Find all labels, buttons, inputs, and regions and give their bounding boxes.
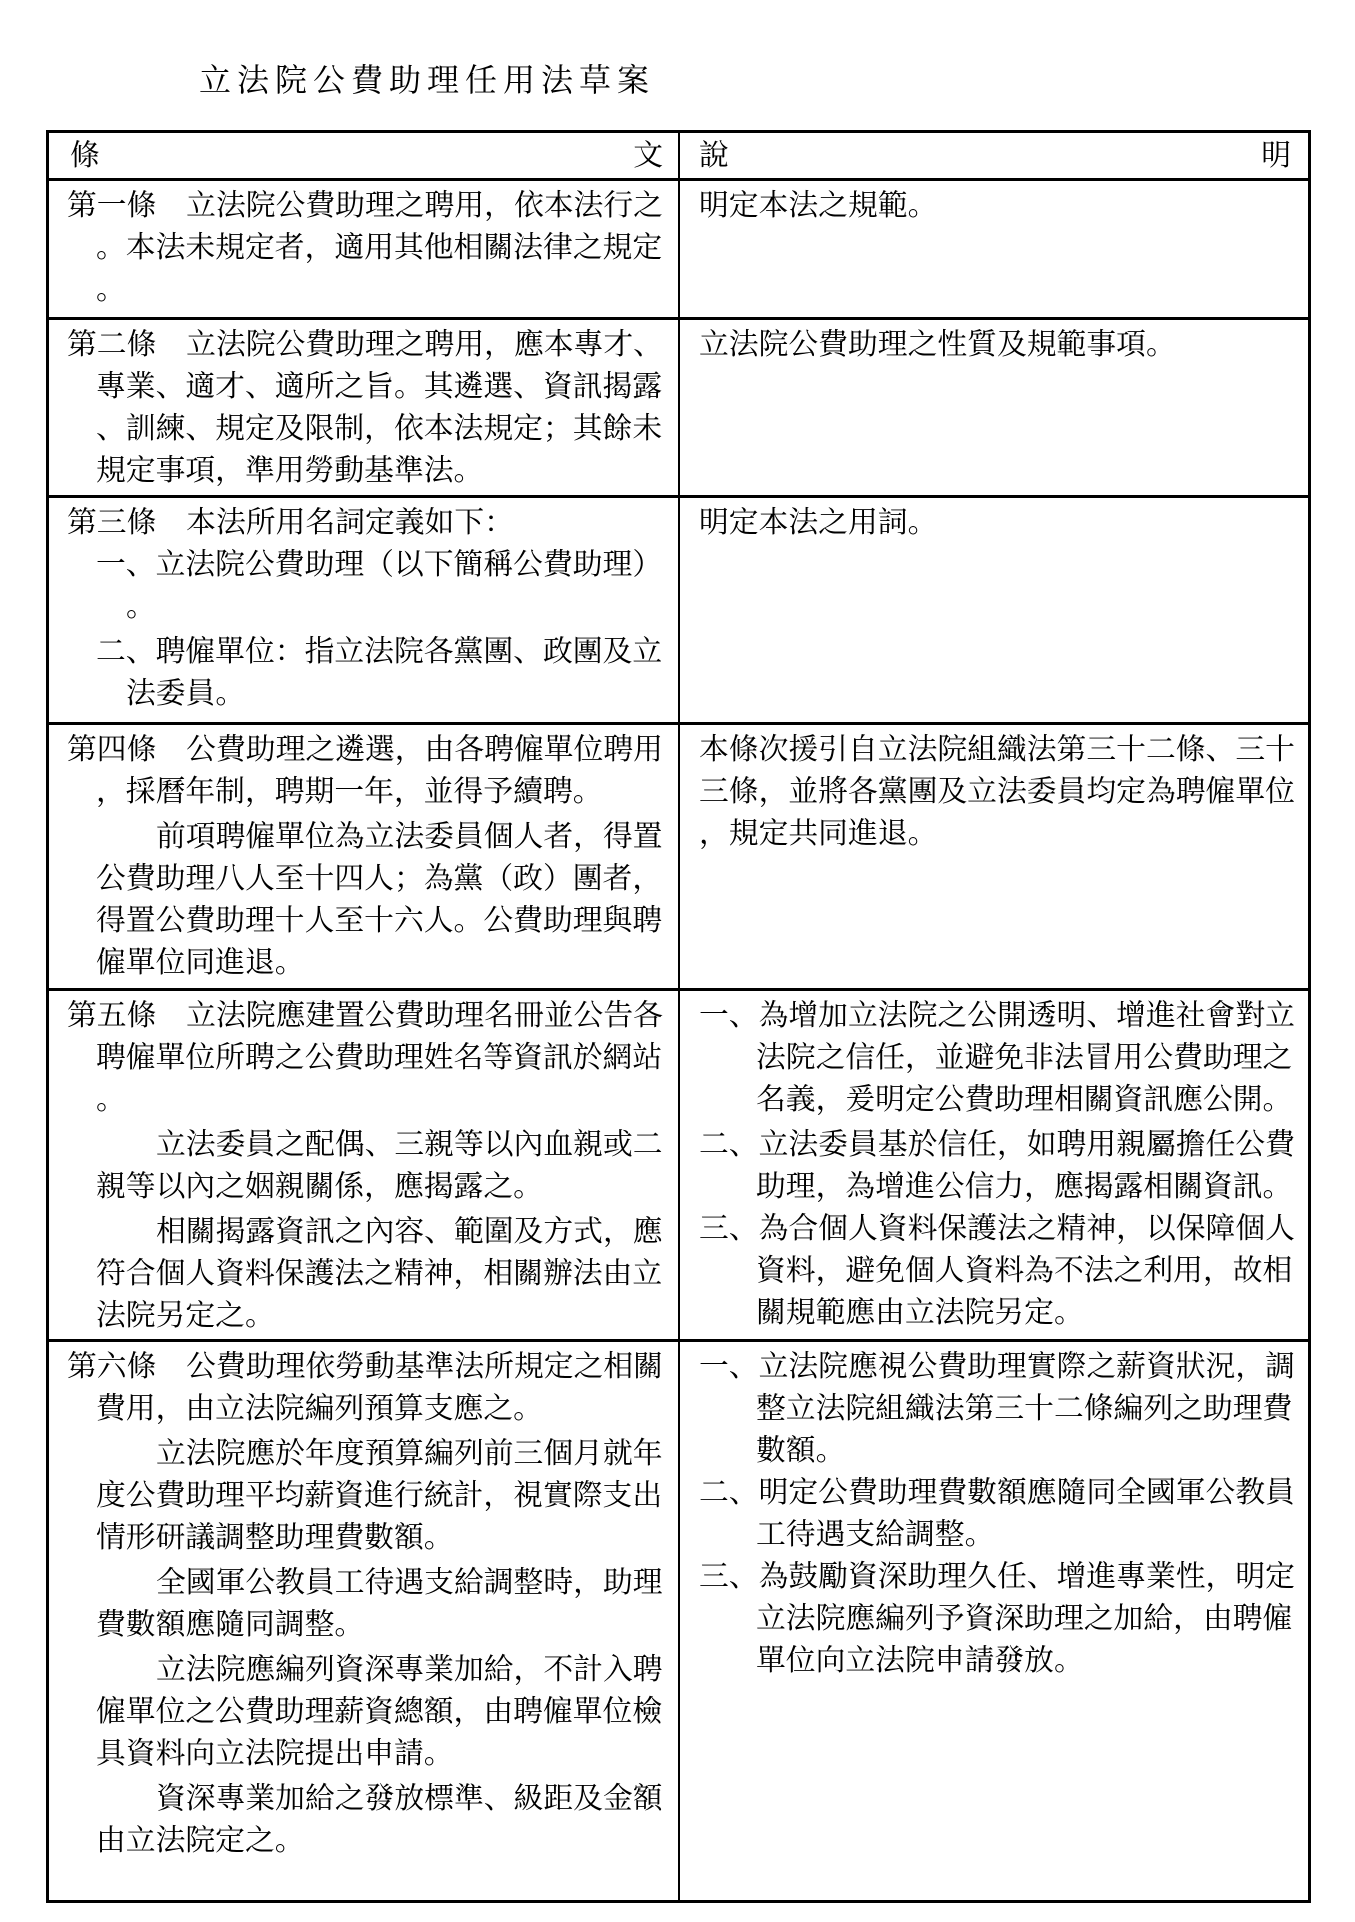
article-text-line: 費數額應隨同調整。 (96, 1607, 365, 1642)
article-text-line: 立法院應於年度預算編列前三個月就年 (156, 1436, 663, 1471)
article-text-line: 得置公費助理十人至十六人。公費助理與聘 (96, 903, 663, 938)
explanation-item-line: 法院之信任，並避免非法冒用公費助理之 (756, 1040, 1293, 1075)
article-text-line: 公費助理八人至十四人；為黨（政）團者， (96, 861, 663, 896)
definition-item-line: 。 (126, 589, 156, 624)
article-text-line: 僱單位之公費助理薪資總額，由聘僱單位檢 (96, 1694, 663, 1729)
article-text-line: 第四條 公費助理之遴選，由各聘僱單位聘用 (67, 732, 663, 767)
article-row (49, 991, 1308, 1342)
article-text-line: 專業、適才、適所之旨。其遴選、資訊揭露 (96, 369, 663, 404)
article-row (49, 1342, 1308, 1900)
explanation-line: 本條次援引自立法院組織法第三十二條、三十 (699, 732, 1295, 767)
article-text-cell (49, 181, 678, 317)
article-text-line: 親等以內之姻親關係，應揭露之。 (96, 1169, 543, 1204)
header-explanation-column (680, 133, 1308, 178)
article-text-line: 第六條 公費助理依勞動基準法所規定之相關 (67, 1349, 663, 1384)
definition-item-line: 二、聘僱單位：指立法院各黨團、政團及立 (96, 634, 663, 669)
explanation-cell (680, 1342, 1308, 1900)
article-text-line: 第三條 本法所用名詞定義如下： (67, 505, 514, 540)
article-text-line: 度公費助理平均薪資進行統計，視實際支出 (96, 1478, 663, 1513)
article-text-line: 全國軍公教員工待遇支給調整時，助理 (156, 1565, 663, 1600)
article-text-line: 規定事項，準用勞動基準法。 (96, 453, 484, 488)
article-text-cell (49, 320, 678, 495)
article-text-line: 符合個人資料保護法之精神，相關辦法由立 (96, 1256, 663, 1291)
table-header-row (49, 133, 1308, 181)
article-text-line: 情形研議調整助理費數額。 (96, 1520, 454, 1555)
article-text-line: 相關揭露資訊之內容、範圍及方式，應 (156, 1214, 663, 1249)
definition-item-line: 一、立法院公費助理（以下簡稱公費助理） (96, 547, 663, 582)
explanation-line: ，規定共同進退。 (699, 816, 938, 851)
article-text-line: 第五條 立法院應建置公費助理名冊並公告各 (67, 998, 663, 1033)
explanation-item-line: 助理，為增進公信力，應揭露相關資訊。 (756, 1169, 1293, 1204)
article-text-line: 。本法未規定者，適用其他相關法律之規定 (96, 230, 663, 265)
explanation-item-line: 工待遇支給調整。 (756, 1517, 995, 1552)
bill-comparison-table (46, 130, 1311, 1903)
explanation-cell (680, 725, 1308, 988)
article-text-line: ，採曆年制，聘期一年，並得予續聘。 (96, 774, 603, 809)
explanation-line: 明定本法之用詞。 (699, 505, 938, 540)
article-row (49, 320, 1308, 498)
article-text-line: 法院另定之。 (96, 1298, 275, 1333)
article-text-cell (49, 1342, 678, 1900)
explanation-item-line: 單位向立法院申請發放。 (756, 1643, 1084, 1678)
article-text-cell (49, 498, 678, 722)
article-text-line: 。 (96, 1082, 126, 1117)
article-text-line: 由立法院定之。 (96, 1823, 305, 1858)
header-article-column (49, 133, 678, 178)
article-text-line: 第二條 立法院公費助理之聘用，應本專才、 (67, 327, 663, 362)
article-text-line: 聘僱單位所聘之公費助理姓名等資訊於網站 (96, 1040, 663, 1075)
article-text-line: 、訓練、規定及限制，依本法規定；其餘未 (96, 411, 663, 446)
header-article-label-end: 文 (633, 138, 663, 173)
article-text-line: 前項聘僱單位為立法委員個人者，得置 (156, 819, 663, 854)
explanation-cell (680, 498, 1308, 722)
explanation-item-line: 關規範應由立法院另定。 (756, 1295, 1084, 1330)
article-text-line: 立法院應編列資深專業加給，不計入聘 (156, 1652, 663, 1687)
explanation-item-line: 二、明定公費助理費數額應隨同全國軍公教員 (699, 1475, 1295, 1510)
explanation-line: 三條，並將各黨團及立法委員均定為聘僱單位 (699, 774, 1295, 809)
header-article-label-start: 條 (70, 138, 100, 173)
article-text-line: 資深專業加給之發放標準、級距及金額 (156, 1781, 663, 1816)
header-explanation-label-end: 明 (1261, 138, 1291, 173)
article-text-line: 費用，由立法院編列預算支應之。 (96, 1391, 543, 1426)
explanation-line: 明定本法之規範。 (699, 188, 938, 223)
explanation-cell (680, 320, 1308, 495)
explanation-cell (680, 181, 1308, 317)
article-text-line: 立法委員之配偶、三親等以內血親或二 (156, 1127, 663, 1162)
header-explanation-label-start: 說 (699, 138, 729, 173)
definition-item-line: 法委員。 (126, 676, 246, 711)
article-row (49, 725, 1308, 991)
explanation-line: 立法院公費助理之性質及規範事項。 (699, 327, 1176, 362)
article-row (49, 498, 1308, 725)
explanation-item-line: 二、立法委員基於信任，如聘用親屬擔任公費 (699, 1127, 1295, 1162)
explanation-item-line: 一、為增加立法院之公開透明、增進社會對立 (699, 998, 1295, 1033)
explanation-cell (680, 991, 1308, 1339)
explanation-item-line: 三、為合個人資料保護法之精神，以保障個人 (699, 1211, 1295, 1246)
article-text-cell (49, 991, 678, 1339)
article-text-cell (49, 725, 678, 988)
explanation-item-line: 數額。 (756, 1433, 846, 1468)
explanation-item-line: 立法院應編列予資深助理之加給，由聘僱 (756, 1601, 1293, 1636)
explanation-item-line: 三、為鼓勵資深助理久任、增進專業性，明定 (699, 1559, 1295, 1594)
explanation-item-line: 資料，避免個人資料為不法之利用，故相 (756, 1253, 1293, 1288)
article-row (49, 181, 1308, 320)
document-title: 立法院公費助理任用法草案 (199, 61, 656, 99)
explanation-item-line: 名義，爰明定公費助理相關資訊應公開。 (756, 1082, 1293, 1117)
explanation-item-line: 整立法院組織法第三十二條編列之助理費 (756, 1391, 1293, 1426)
article-text-line: 。 (96, 272, 126, 307)
explanation-item-line: 一、立法院應視公費助理實際之薪資狀況，調 (699, 1349, 1295, 1384)
article-text-line: 僱單位同進退。 (96, 945, 305, 980)
article-text-line: 第一條 立法院公費助理之聘用，依本法行之 (67, 188, 663, 223)
article-text-line: 具資料向立法院提出申請。 (96, 1736, 454, 1771)
